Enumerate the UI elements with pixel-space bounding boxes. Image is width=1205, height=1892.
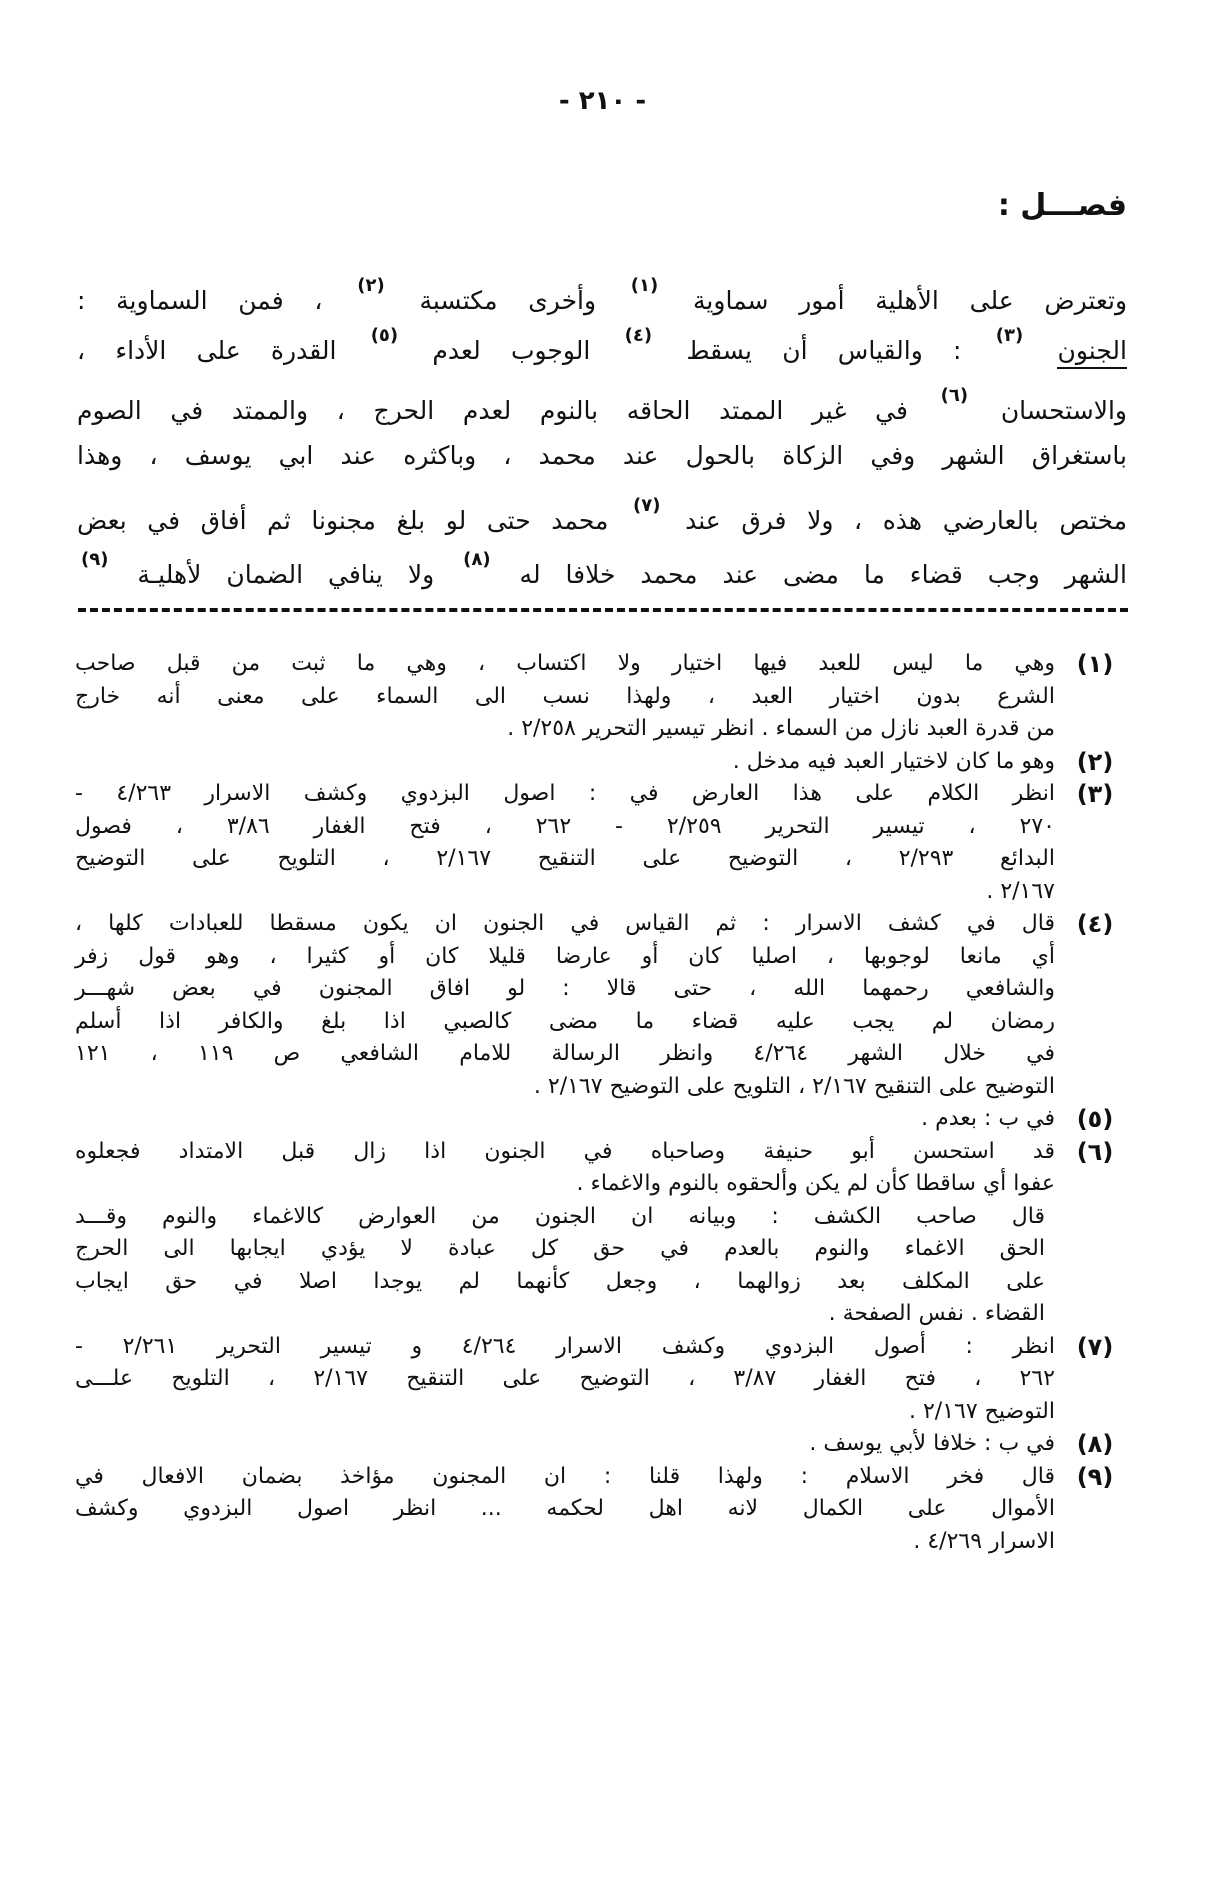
footnote-line: وهي ما ليس للعبد فيها اختيار ولا اكتساب ، وهي ما ثبت من قبل صاحب [75,651,1055,676]
footnote-number: (٧) [1076,1332,1114,1361]
footnote-line: القضاء . نفس الصفحة . [828,1301,1045,1326]
underlined-term: الجنون [1057,336,1127,369]
page-number: - ٢١٠ - [558,86,647,116]
footnote-marker: (٢) [357,275,385,296]
footnote-line: قال فخر الاسلام : ولهذا قلنا : ان المجنون مؤاخذ بضمان الافعال في [75,1463,1055,1489]
footnote-number [1055,1201,1135,1331]
footnote-line: والشافعي رحمهما الله ، حتى قالا : لو افاق المجنون في بعض شهـــر [75,976,1055,1001]
footnote-number: (٩) [1076,1462,1114,1491]
text-segment: : والقياس أن يسقط [686,336,962,365]
text-segment: الوجوب لعدم [432,336,591,365]
footnote-line: عفوا أي ساقطا كأن لم يكن وألحقوه بالنوم والاغماء . [576,1171,1055,1196]
footnote-number: (٦) [1076,1137,1114,1166]
footnote-line: التوضيح على التنقيح ٢/١٦٧ ، التلويح على التوضيح ٢/١٦٧ . [533,1073,1055,1099]
footnote-line: الاسرار ٤/٢٦٩ . [913,1528,1055,1554]
text-segment: القدرة على الأداء ، [77,336,337,365]
footnote [75,1201,1135,1331]
text-segment: وتعترض على الأهلية أمور سماوية [693,286,1128,315]
footnote-marker: (٣) [995,325,1024,346]
footnote-number: (٨) [1076,1430,1114,1458]
text-line [77,478,1127,534]
text-segment: ولا ينافي الضمان لأهليـة [137,560,435,589]
footnote-marker: (٨) [463,549,491,570]
section-heading: فصـــل : [997,188,1127,223]
footnote-marker: (٩) [81,549,109,570]
footnote-line: ٢/١٦٧ . [986,878,1055,904]
text-line [77,308,1127,364]
footnote-line: من قدرة العبد نازل من السماء . انظر تيسير التحرير ٢/٢٥٨ . [507,716,1055,741]
footnote [75,1103,1135,1136]
footnote-line: ٢٦٢ ، فتح الغفار ٣/٨٧ ، التوضيح على التنقيح ٢/١٦٧ ، التلويح علـــى [75,1366,1055,1391]
text-line [77,428,1127,484]
footnote [75,746,1135,779]
footnote-number: (١) [1076,650,1114,678]
text-segment: باستغراق الشهر وفي الزكاة بالحول عند محمد ، وباكثره عند ابي يوسف ، وهذا [77,441,1127,470]
footnote [75,1428,1135,1461]
footnote-line: في خلال الشهر ٤/٢٦٤ وانظر الرسالة للامام الشافعي ص ١١٩ ، ١٢١ [75,1041,1056,1066]
footnote-line: وهو ما كان لاختيار العبد فيه مدخل . [732,748,1055,774]
footnote-line: رمضان لم يجب عليه قضاء ما مضى كالصبي اذا بلغ والكافر اذا أسلم [75,1008,1055,1034]
footnote-line: قال في كشف الاسرار : ثم القياس في الجنون ان يكون مسقطا للعبادات كلها ، [75,911,1055,936]
text-line [77,368,1127,424]
footnote-line: الحق الاغماء والنوم بالعدم في حق كل عبادة لا يؤدي ايجابها الى الحرج [75,1236,1045,1261]
footnote-number: (٣) [1076,780,1114,808]
footnote-line: البدائع ٢/٢٩٣ ، التوضيح على التنقيح ٢/١٦٧ ، التلويح على التوضيح [75,846,1056,871]
footnote-line: التوضيح ٢/١٦٧ . [908,1398,1055,1424]
footnote-line: في ب : بعدم . [921,1106,1055,1131]
footnote [75,908,1135,1103]
footnote-marker: (٥) [370,325,399,346]
text-segment: في غير الممتد الحاقه بالنوم لعدم الحرج ، والممتد في الصوم [77,396,908,425]
footnote-line: على المكلف بعد زوالهما ، وجعل كأنهما لم يوجدا اصلا في حق ايجاب [75,1268,1045,1294]
text-segment: الشهر وجب قضاء ما مضى عند محمد خلافا له [519,560,1127,589]
footnote-number: (٤) [1076,910,1114,938]
footnote [75,1136,1135,1201]
footnotes [75,648,1135,1558]
footnote-separator [78,608,1128,612]
footnote [75,1461,1135,1559]
text-segment: مختص بالعارضي هذه ، ولا فرق عند [685,506,1128,535]
footnote-marker: (٤) [624,325,653,346]
footnote-line: قال صاحب الكشف : وبيانه ان الجنون من العوارض كالاغماء والنوم وقـــد [75,1203,1045,1229]
footnote-line: الشرع بدون اختيار العبد ، ولهذا نسب الى السماء على معنى أنه خارج [75,683,1055,709]
footnote-marker: (٧) [633,495,661,516]
footnote-line: الأموال على الكمال لانه اهل لحكمه ... انظر اصول البزدوي وكشف [75,1496,1055,1521]
footnote-marker: (١) [630,275,659,296]
text-segment: وأخرى مكتسبة [419,286,597,315]
footnote-line: في ب : خلافا لأبي يوسف . [809,1431,1055,1456]
footnote-line: انظر : أصول البزدوي وكشف الاسرار ٤/٢٦٤ و تيسير التحرير ٢/٢٦١ - [75,1333,1055,1359]
footnote-line: أي مانعا لوجوبها ، اصليا كان أو عارضا قليلا كان أو كثيرا ، وهو قول زفر [75,943,1055,969]
text-line [77,532,1127,588]
footnote-line: قد استحسن أبو حنيفة وصاحباه في الجنون اذا زال قبل الامتداد فجعلوه [75,1138,1055,1164]
text-segment: محمد حتى لو بلغ مجنونا ثم أفاق في بعض [77,506,609,535]
footnote [75,1331,1135,1429]
footnote-number: (٢) [1076,747,1114,776]
text-line [77,258,1127,314]
footnote-line: انظر الكلام على هذا العارض في : اصول البزدوي وكشف الاسرار ٤/٢٦٣ - [75,781,1055,806]
footnote [75,648,1135,746]
footnote-line: ٢٧٠ ، تيسير التحرير ٢/٢٥٩ - ٢٦٢ ، فتح الغفار ٣/٨٦ ، فصول [75,813,1055,839]
footnote-marker: (٦) [940,385,969,406]
text-segment: والاستحسان [1000,396,1127,425]
footnote-number: (٥) [1076,1105,1114,1133]
text-segment: ، فمن السماوية : [77,286,323,315]
footnote [75,778,1135,908]
